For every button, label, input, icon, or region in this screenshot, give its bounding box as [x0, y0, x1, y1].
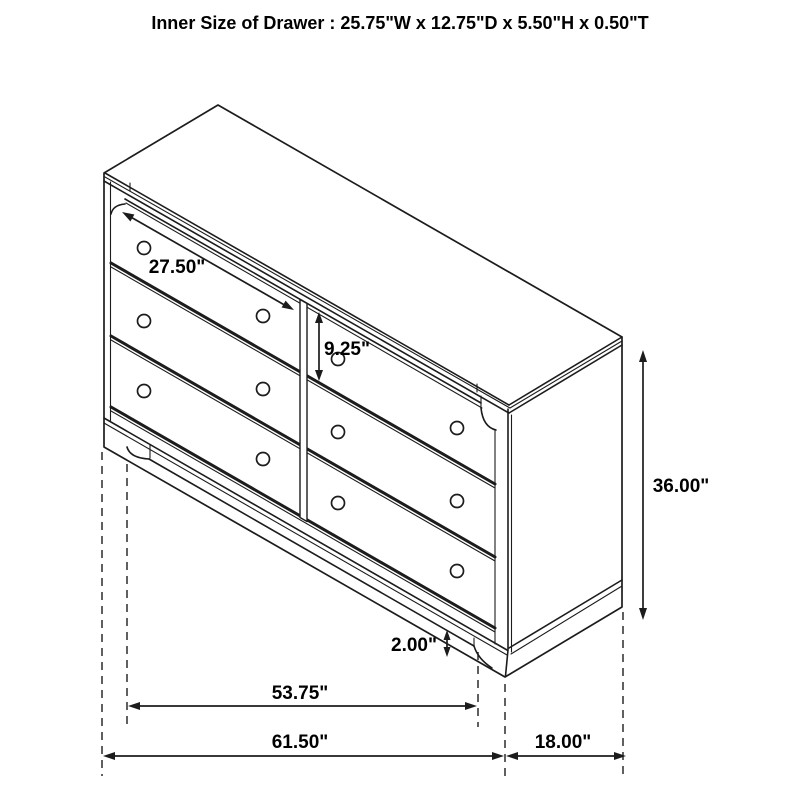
drawer-knob	[138, 315, 151, 328]
arrow-head	[465, 702, 477, 710]
diagram-title: Inner Size of Drawer : 25.75"W x 12.75"D x 5.50"H x 0.50"T	[151, 13, 649, 33]
drawer-knob	[138, 385, 151, 398]
dim-label-drawer-face-height: 9.25"	[324, 339, 370, 360]
center-stile	[300, 300, 307, 522]
drawer-knob	[451, 495, 464, 508]
dim-overall-height	[639, 350, 709, 620]
dim-label-overall-width: 61.50"	[271, 732, 329, 753]
dim-label-overall-height: 36.00"	[652, 476, 710, 497]
drawer-knob	[451, 422, 464, 435]
arrow-head	[128, 702, 140, 710]
drawer-knob	[257, 383, 270, 396]
drawer-knob	[257, 310, 270, 323]
dim-feet-inner-span	[128, 683, 477, 710]
arrow-head	[506, 752, 518, 760]
drawer-knob	[332, 497, 345, 510]
dim-overall-depth	[506, 732, 626, 760]
drawer-knob	[138, 242, 151, 255]
arrow-head	[639, 350, 647, 362]
dim-label-overall-depth: 18.00"	[534, 732, 592, 753]
drawer-knob	[332, 426, 345, 439]
drawer-knob	[257, 453, 270, 466]
drawer-knob	[451, 565, 464, 578]
arrow-head	[614, 752, 626, 760]
arrow-head	[639, 608, 647, 620]
arrow-head	[444, 647, 451, 657]
dim-label-drawer-opening-width: 27.50"	[148, 257, 206, 278]
dim-label-base-height: 2.00"	[391, 635, 437, 656]
dim-overall-width	[103, 732, 504, 760]
arrow-head	[103, 752, 115, 760]
dim-label-feet-inner-span: 53.75"	[271, 683, 329, 704]
arrow-head	[492, 752, 504, 760]
dresser-drawing	[104, 105, 622, 677]
